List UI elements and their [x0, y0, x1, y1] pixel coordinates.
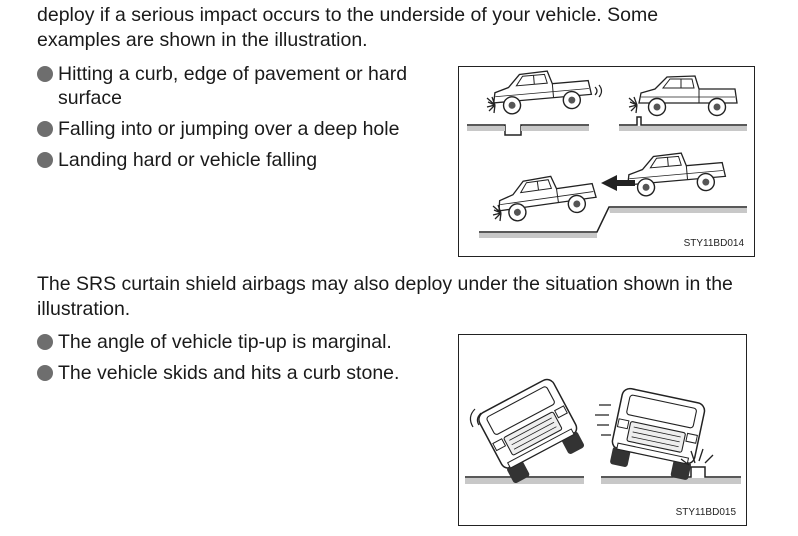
bullet-icon: [37, 66, 53, 82]
bullet-icon: [37, 365, 53, 381]
list-item-text: The vehicle skids and hits a curb stone.: [58, 362, 400, 384]
underside-impact-illustration: [458, 66, 755, 257]
list-item-text: Falling into or jumping over a deep hole: [58, 118, 400, 140]
list-item-text: Hitting a curb, edge of pavement or hard surface: [58, 63, 408, 109]
figure-code: STY11BD014: [683, 238, 744, 249]
bullet-icon: [37, 121, 53, 137]
figure-code: STY11BD015: [675, 507, 736, 518]
intro-line-1: deploy if a serious impact occurs to the underside of your vehicle. Some: [37, 4, 659, 26]
impact-examples-list: [37, 62, 457, 179]
underside-impact-drawing: [459, 67, 754, 256]
bullet-icon: [37, 152, 53, 168]
list-item: [37, 330, 457, 354]
intro-line-2: examples are shown in the illustration.: [37, 29, 368, 51]
list-item: [37, 117, 457, 141]
bullet-icon: [37, 334, 53, 350]
list-item: [37, 148, 457, 172]
curtain-airbag-intro: The SRS curtain shield airbags may also deploy under the situation shown in the illustration.: [37, 273, 733, 320]
list-item: [37, 361, 457, 385]
list-item-text: Landing hard or vehicle falling: [58, 149, 318, 171]
list-item: [37, 62, 457, 110]
tip-up-skid-illustration: [458, 334, 747, 526]
list-item-text: The angle of vehicle tip-up is marginal.: [58, 331, 392, 353]
tip-up-skid-drawing: [459, 335, 746, 525]
curtain-situations-list: [37, 330, 457, 392]
